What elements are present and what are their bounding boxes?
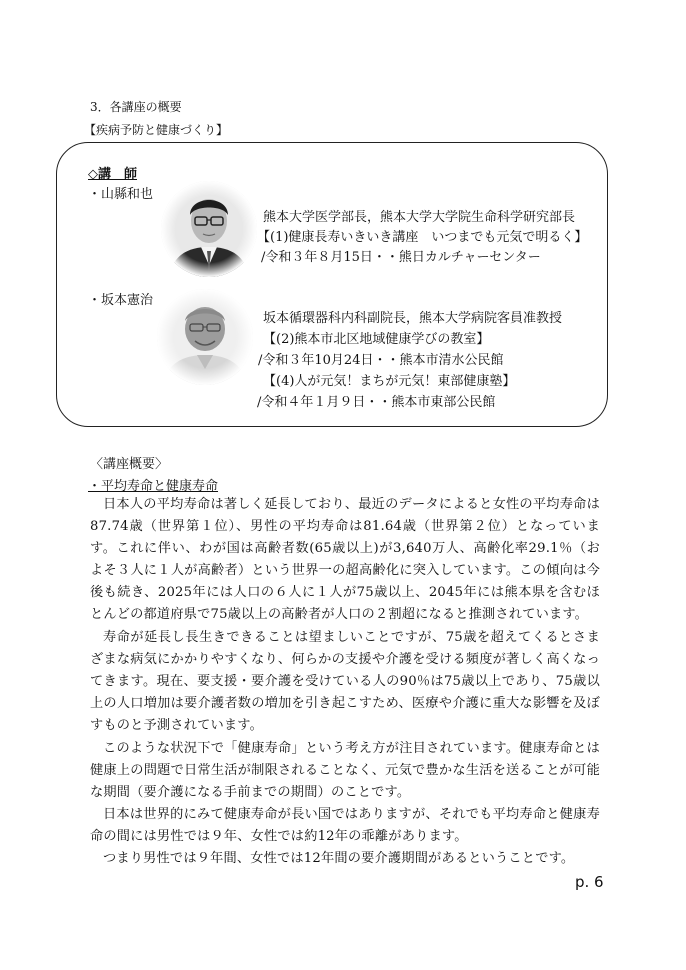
lecturer2-date-venue1: /令和３年10月24日・・熊本市清水公民館: [258, 353, 504, 368]
overview-subheading: ・平均寿命と健康寿命: [88, 479, 219, 494]
lecturers-heading: ◇講 師: [88, 167, 137, 182]
paragraph: 日本人の平均寿命は著しく延長しており、最近のデータによると女性の平均寿命は87.74歳（世界第１位）、男性の平均寿命は81.64歳（世界第２位）となっています。これに伴い、わが国は高齢者数(65歳以上)が3,640万人、高齢化率29.1％（およそ３人に１人が高齢者）という世界一の超高齢化に突入しています。この傾向は今後も続き、2025年には人口の６人に１人が75歳以上、2045年には熊本県を含むほとんどの都道府県で75歳以上の高齢者が人口の２割超になると推測されています。: [90, 497, 600, 622]
lecturer1-affiliation: 熊本大学医学部長，熊本大学大学院生命科学研究部長: [263, 210, 576, 225]
lecturer1-name: ・山縣和也: [88, 187, 154, 202]
paragraph: 寿命が延長し長生きできることは望ましいことですが、75歳を超えてくるとさまざまな病気にかかりやすくなり、何らかの支援や介護を受ける頻度が著しく高くなってきます。現在、要支援・要介護を受けている人の90％は75歳以上であり、75歳以上の人口増加は要介護者数の増加を引き起こすため、医療や介護に重大な影響を及ぼすものと予測されています。: [90, 630, 600, 733]
subsection-title: 【疾病予防と健康づくり】: [84, 123, 229, 137]
overview-heading: 〈講座概要〉: [90, 457, 169, 472]
lecturer2-photo: [157, 289, 253, 385]
lecturer2-course2: 【(4)人が元気！まちが元気！東部健康塾】: [263, 374, 516, 389]
paragraph: つまり男性では９年間、女性では12年間の要介護期間があるということです。: [103, 851, 575, 866]
lecturer2-affiliation: 坂本循環器科内科副院長，熊本大学病院客員准教授: [263, 311, 563, 326]
paragraph: 日本は世界的にみて健康寿命が長い国ではありますが、それでも平均寿命と健康寿命の間には男性では９年、女性では約12年の乖離があります。: [90, 807, 600, 844]
lecturer1-date-venue: /令和３年８月15日・・熊日カルチャーセンター: [261, 250, 541, 265]
lecturer1-photo: [161, 181, 257, 277]
paragraph: このような状況下で「健康寿命」という考え方が注目されています。健康寿命とは健康上の問題で日常生活が制限されることなく、元気で豊かな生活を送ることが可能な期間（要介護になる手前までの期間）のことです。: [90, 741, 600, 800]
lecturer2-date-venue2: /令和４年１月９日・・熊本市東部公民館: [257, 395, 496, 410]
lecturer1-course: 【(1)健康長寿いきいき講座 いつまでも元気で明るく】: [257, 230, 588, 245]
lecturer2-name: ・坂本憲治: [88, 293, 154, 308]
lecturer2-course1: 【(2)熊本市北区地域健康学びの教室】: [263, 332, 490, 347]
section-title: 3．各講座の概要: [90, 100, 182, 114]
page-number: p. 6: [575, 873, 604, 891]
